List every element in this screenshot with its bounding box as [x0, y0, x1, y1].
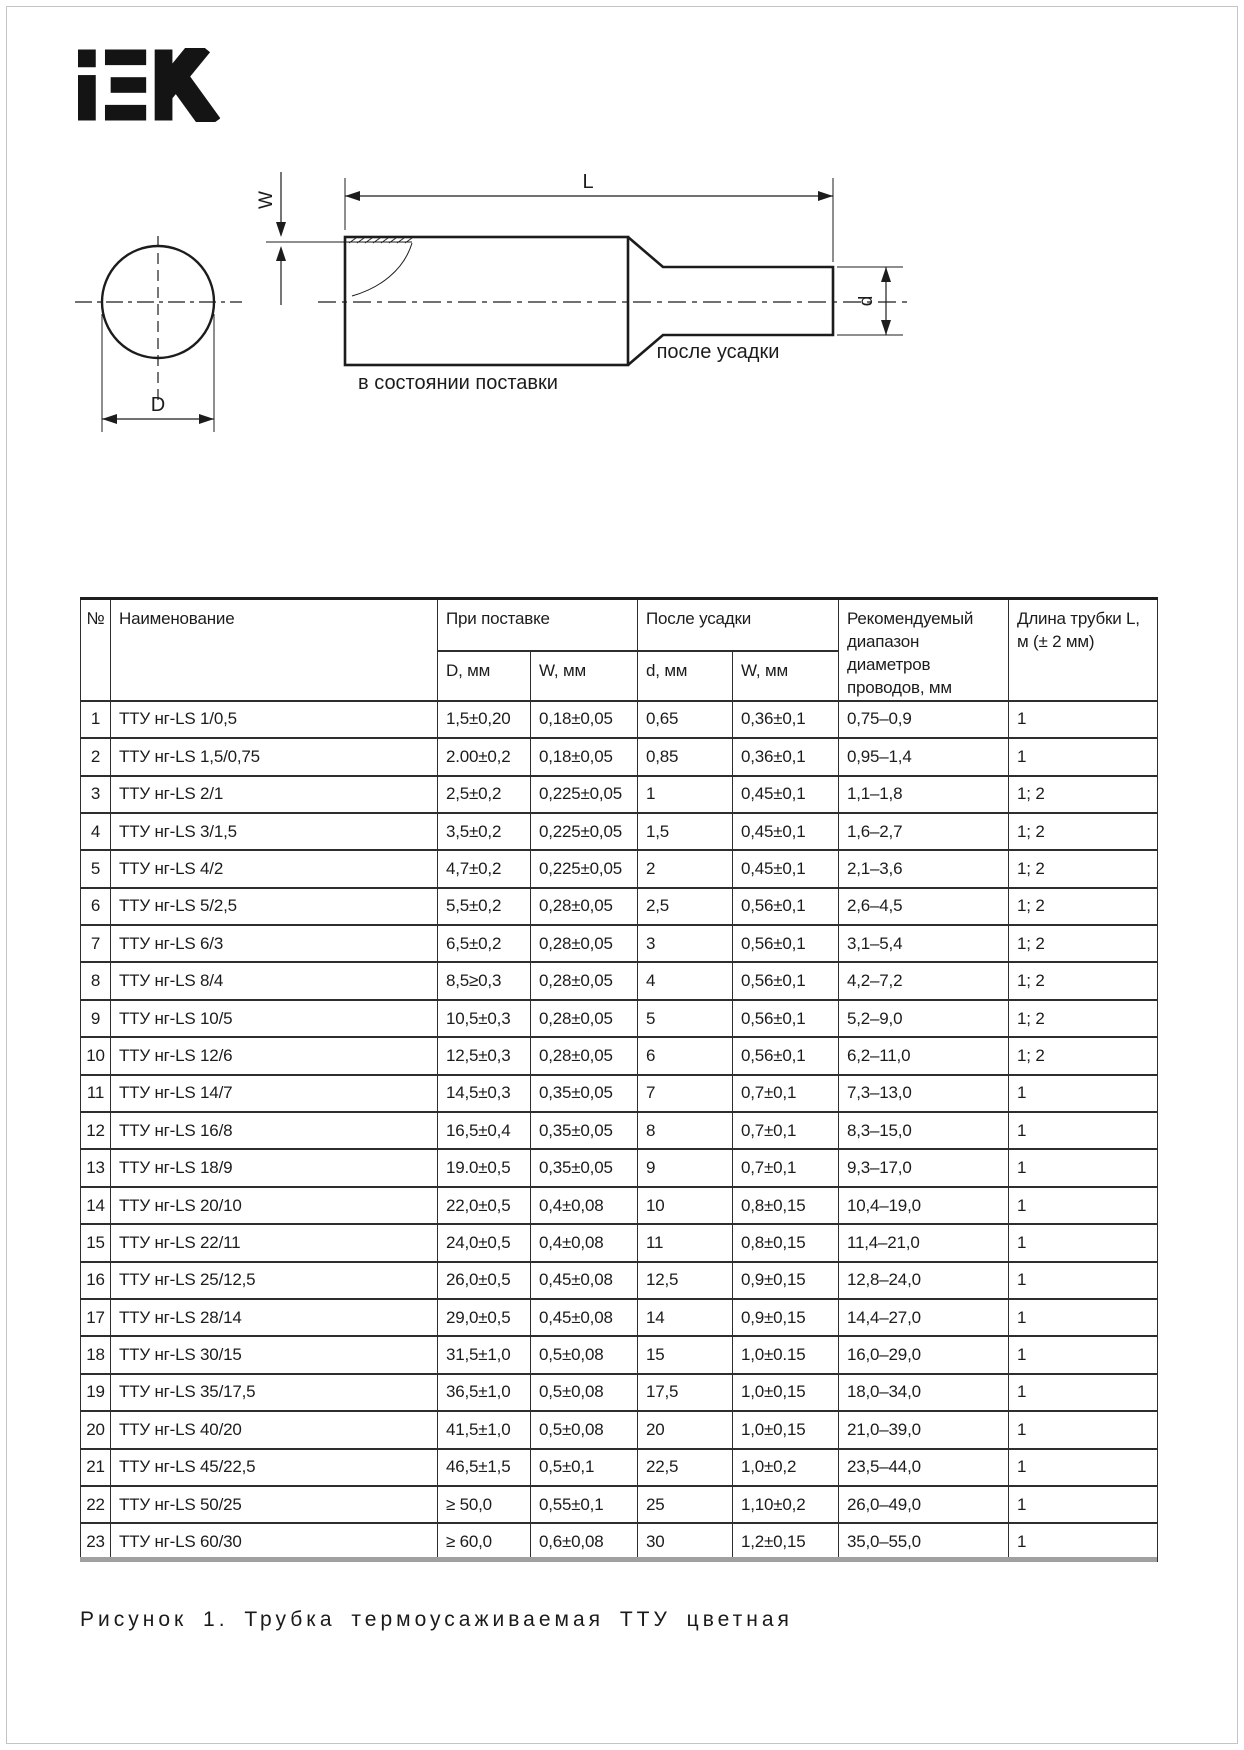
cell-D: 36,5±1,0 [438, 1374, 531, 1411]
cell-W2: 0,45±0,1 [733, 776, 839, 813]
cell-name: ТТУ нг-LS 1/0,5 [111, 701, 438, 738]
cell-d: 1 [638, 776, 733, 813]
cell-W1: 0,225±0,05 [531, 813, 638, 850]
cell-d: 9 [638, 1149, 733, 1186]
cell-num: 10 [81, 1037, 111, 1074]
cell-name: ТТУ нг-LS 20/10 [111, 1187, 438, 1224]
cell-d: 6 [638, 1037, 733, 1074]
cell-num: 11 [81, 1075, 111, 1112]
col-header-delivery: При поставке [438, 599, 638, 651]
cell-num: 17 [81, 1299, 111, 1336]
cell-num: 22 [81, 1486, 111, 1523]
cell-num: 4 [81, 813, 111, 850]
cell-range: 12,8–24,0 [839, 1262, 1009, 1299]
table-row [81, 1262, 1158, 1299]
cell-len: 1 [1009, 1112, 1158, 1149]
cell-W1: 0,4±0,08 [531, 1224, 638, 1261]
cell-range: 21,0–39,0 [839, 1411, 1009, 1448]
cell-D: ≥ 50,0 [438, 1486, 531, 1523]
cell-name: ТТУ нг-LS 28/14 [111, 1299, 438, 1336]
cell-len: 1; 2 [1009, 850, 1158, 887]
cell-range: 14,4–27,0 [839, 1299, 1009, 1336]
cell-D: 10,5±0,3 [438, 1000, 531, 1037]
spec-table [80, 597, 1158, 1562]
cell-d: 5 [638, 1000, 733, 1037]
cell-d: 22,5 [638, 1449, 733, 1486]
cell-range: 0,95–1,4 [839, 738, 1009, 775]
table-row [81, 701, 1158, 738]
cell-len: 1 [1009, 738, 1158, 775]
cell-len: 1 [1009, 1224, 1158, 1261]
cell-len: 1; 2 [1009, 1000, 1158, 1037]
col-header-wire-range: Рекомендуемый диапазон диаметров проводов, мм [839, 599, 1009, 701]
cell-name: ТТУ нг-LS 16/8 [111, 1112, 438, 1149]
cell-D: ≥ 60,0 [438, 1523, 531, 1560]
col-header-length: Длина трубки L, м (± 2 мм) [1009, 599, 1158, 701]
cell-W1: 0,28±0,05 [531, 1000, 638, 1037]
cell-name: ТТУ нг-LS 35/17,5 [111, 1374, 438, 1411]
cell-name: ТТУ нг-LS 50/25 [111, 1486, 438, 1523]
cell-num: 8 [81, 962, 111, 999]
cell-num: 7 [81, 925, 111, 962]
cell-D: 31,5±1,0 [438, 1336, 531, 1373]
cell-num: 5 [81, 850, 111, 887]
cell-D: 5,5±0,2 [438, 888, 531, 925]
cell-W1: 0,225±0,05 [531, 776, 638, 813]
cell-W2: 0,56±0,1 [733, 1000, 839, 1037]
cell-D: 2,5±0,2 [438, 776, 531, 813]
table-row [81, 776, 1158, 813]
cell-W2: 1,0±0,15 [733, 1374, 839, 1411]
cell-name: ТТУ нг-LS 1,5/0,75 [111, 738, 438, 775]
cell-D: 6,5±0,2 [438, 925, 531, 962]
cell-len: 1 [1009, 1187, 1158, 1224]
cell-len: 1 [1009, 701, 1158, 738]
cell-W2: 1,0±0,15 [733, 1411, 839, 1448]
cell-W2: 0,8±0,15 [733, 1224, 839, 1261]
cell-num: 13 [81, 1149, 111, 1186]
cell-len: 1 [1009, 1486, 1158, 1523]
cell-len: 1 [1009, 1449, 1158, 1486]
tube-diagram [60, 150, 930, 460]
cell-num: 12 [81, 1112, 111, 1149]
cell-d: 4 [638, 962, 733, 999]
col-header-D: D, мм [438, 651, 531, 701]
table-row [81, 1149, 1158, 1186]
cell-W1: 0,28±0,05 [531, 925, 638, 962]
cell-D: 4,7±0,2 [438, 850, 531, 887]
cell-d: 17,5 [638, 1374, 733, 1411]
cell-W1: 0,18±0,05 [531, 701, 638, 738]
cell-W1: 0,4±0,08 [531, 1187, 638, 1224]
cell-W1: 0,5±0,08 [531, 1336, 638, 1373]
cell-name: ТТУ нг-LS 2/1 [111, 776, 438, 813]
cell-D: 41,5±1,0 [438, 1411, 531, 1448]
cell-W1: 0,5±0,08 [531, 1374, 638, 1411]
cell-num: 3 [81, 776, 111, 813]
cell-W2: 0,36±0,1 [733, 701, 839, 738]
cell-W1: 0,5±0,08 [531, 1411, 638, 1448]
cell-num: 14 [81, 1187, 111, 1224]
cell-len: 1 [1009, 1374, 1158, 1411]
cell-W1: 0,28±0,05 [531, 1037, 638, 1074]
cell-d: 20 [638, 1411, 733, 1448]
cell-W2: 0,8±0,15 [733, 1187, 839, 1224]
table-row [81, 1374, 1158, 1411]
cell-name: ТТУ нг-LS 8/4 [111, 962, 438, 999]
cell-W1: 0,55±0,1 [531, 1486, 638, 1523]
cell-num: 1 [81, 701, 111, 738]
cell-d: 1,5 [638, 813, 733, 850]
cell-range: 16,0–29,0 [839, 1336, 1009, 1373]
dim-label-L: L [582, 171, 594, 193]
col-header-W-delivery: W, мм [531, 651, 638, 701]
cell-range: 4,2–7,2 [839, 962, 1009, 999]
table-row [81, 1187, 1158, 1224]
cell-num: 23 [81, 1523, 111, 1560]
dim-label-D: D [150, 394, 166, 416]
cell-D: 22,0±0,5 [438, 1187, 531, 1224]
table-row [81, 1000, 1158, 1037]
cell-range: 0,75–0,9 [839, 701, 1009, 738]
cell-num: 16 [81, 1262, 111, 1299]
cell-W2: 0,56±0,1 [733, 1037, 839, 1074]
table-row [81, 1523, 1158, 1560]
cell-d: 2 [638, 850, 733, 887]
cell-W2: 1,2±0,15 [733, 1523, 839, 1560]
col-header-d: d, мм [638, 651, 733, 701]
cell-range: 2,6–4,5 [839, 888, 1009, 925]
cell-num: 18 [81, 1336, 111, 1373]
cell-D: 24,0±0,5 [438, 1224, 531, 1261]
cell-len: 1; 2 [1009, 888, 1158, 925]
cell-d: 2,5 [638, 888, 733, 925]
cell-d: 15 [638, 1336, 733, 1373]
cell-W1: 0,45±0,08 [531, 1299, 638, 1336]
table-row [81, 888, 1158, 925]
cell-W2: 0,45±0,1 [733, 813, 839, 850]
after-shrink-label: после усадки [656, 341, 780, 363]
table-row [81, 1486, 1158, 1523]
cell-len: 1 [1009, 1336, 1158, 1373]
delivery-state-label: в состоянии поставки [358, 372, 558, 394]
cell-range: 3,1–5,4 [839, 925, 1009, 962]
cell-len: 1; 2 [1009, 776, 1158, 813]
cell-len: 1 [1009, 1411, 1158, 1448]
cell-D: 46,5±1,5 [438, 1449, 531, 1486]
cell-W1: 0,45±0,08 [531, 1262, 638, 1299]
cell-d: 0,85 [638, 738, 733, 775]
figure-caption: Рисунок 1. Трубка термоусаживаемая ТТУ цветная [80, 1608, 793, 1631]
dim-label-W: W [256, 191, 277, 209]
cell-W1: 0,5±0,1 [531, 1449, 638, 1486]
cell-name: ТТУ нг-LS 45/22,5 [111, 1449, 438, 1486]
cell-name: ТТУ нг-LS 25/12,5 [111, 1262, 438, 1299]
table-row [81, 1224, 1158, 1261]
cell-D: 29,0±0,5 [438, 1299, 531, 1336]
cell-d: 30 [638, 1523, 733, 1560]
cell-num: 6 [81, 888, 111, 925]
cell-len: 1; 2 [1009, 1037, 1158, 1074]
cell-name: ТТУ нг-LS 5/2,5 [111, 888, 438, 925]
cell-W2: 1,0±0,2 [733, 1449, 839, 1486]
cell-range: 5,2–9,0 [839, 1000, 1009, 1037]
cell-len: 1 [1009, 1523, 1158, 1560]
cell-len: 1; 2 [1009, 813, 1158, 850]
cell-W2: 1,10±0,2 [733, 1486, 839, 1523]
col-header-num: № [81, 599, 111, 701]
cell-W2: 0,45±0,1 [733, 850, 839, 887]
table-row [81, 925, 1158, 962]
cell-D: 8,5≥0,3 [438, 962, 531, 999]
cell-name: ТТУ нг-LS 3/1,5 [111, 813, 438, 850]
cell-d: 11 [638, 1224, 733, 1261]
cell-len: 1 [1009, 1149, 1158, 1186]
cell-len: 1; 2 [1009, 925, 1158, 962]
cell-D: 19.0±0,5 [438, 1149, 531, 1186]
cell-range: 8,3–15,0 [839, 1112, 1009, 1149]
table-row [81, 1449, 1158, 1486]
cell-W2: 0,56±0,1 [733, 888, 839, 925]
cell-D: 12,5±0,3 [438, 1037, 531, 1074]
cell-range: 11,4–21,0 [839, 1224, 1009, 1261]
cell-name: ТТУ нг-LS 10/5 [111, 1000, 438, 1037]
iek-logo [78, 48, 220, 122]
table-row [81, 1112, 1158, 1149]
cell-name: ТТУ нг-LS 4/2 [111, 850, 438, 887]
cell-num: 19 [81, 1374, 111, 1411]
cell-name: ТТУ нг-LS 40/20 [111, 1411, 438, 1448]
cell-range: 10,4–19,0 [839, 1187, 1009, 1224]
cell-W2: 0,7±0,1 [733, 1112, 839, 1149]
cell-D: 26,0±0,5 [438, 1262, 531, 1299]
cell-W2: 0,36±0,1 [733, 738, 839, 775]
cell-num: 21 [81, 1449, 111, 1486]
table-row [81, 1075, 1158, 1112]
cell-d: 12,5 [638, 1262, 733, 1299]
cell-W1: 0,28±0,05 [531, 888, 638, 925]
cell-range: 35,0–55,0 [839, 1523, 1009, 1560]
cell-name: ТТУ нг-LS 60/30 [111, 1523, 438, 1560]
cell-W1: 0,28±0,05 [531, 962, 638, 999]
table-row [81, 1037, 1158, 1074]
col-header-W-after: W, мм [733, 651, 839, 701]
table-bottom-rule [80, 1557, 1157, 1562]
cell-range: 18,0–34,0 [839, 1374, 1009, 1411]
cell-range: 6,2–11,0 [839, 1037, 1009, 1074]
cell-range: 2,1–3,6 [839, 850, 1009, 887]
cell-D: 2.00±0,2 [438, 738, 531, 775]
cell-num: 15 [81, 1224, 111, 1261]
cell-W2: 1,0±0.15 [733, 1336, 839, 1373]
cell-W1: 0,225±0,05 [531, 850, 638, 887]
cell-name: ТТУ нг-LS 30/15 [111, 1336, 438, 1373]
cell-W2: 0,56±0,1 [733, 962, 839, 999]
table-row [81, 738, 1158, 775]
cell-D: 3,5±0,2 [438, 813, 531, 850]
cell-D: 14,5±0,3 [438, 1075, 531, 1112]
cell-d: 0,65 [638, 701, 733, 738]
cell-W2: 0,9±0,15 [733, 1262, 839, 1299]
cell-W1: 0,18±0,05 [531, 738, 638, 775]
cell-len: 1 [1009, 1075, 1158, 1112]
cell-name: ТТУ нг-LS 14/7 [111, 1075, 438, 1112]
cell-name: ТТУ нг-LS 12/6 [111, 1037, 438, 1074]
table-row [81, 962, 1158, 999]
cell-W2: 0,9±0,15 [733, 1299, 839, 1336]
table-row [81, 850, 1158, 887]
cell-len: 1 [1009, 1299, 1158, 1336]
cell-range: 1,6–2,7 [839, 813, 1009, 850]
table-row [81, 1299, 1158, 1336]
cell-name: ТТУ нг-LS 6/3 [111, 925, 438, 962]
cell-d: 10 [638, 1187, 733, 1224]
cell-range: 9,3–17,0 [839, 1149, 1009, 1186]
cell-range: 26,0–49,0 [839, 1486, 1009, 1523]
spec-table-header [81, 599, 1158, 701]
cell-name: ТТУ нг-LS 22/11 [111, 1224, 438, 1261]
cell-d: 8 [638, 1112, 733, 1149]
col-header-name: Наименование [111, 599, 438, 701]
cell-num: 2 [81, 738, 111, 775]
cell-D: 16,5±0,4 [438, 1112, 531, 1149]
cell-d: 7 [638, 1075, 733, 1112]
dim-label-d: d [856, 295, 877, 307]
cell-W1: 0,35±0,05 [531, 1112, 638, 1149]
cell-W1: 0,35±0,05 [531, 1075, 638, 1112]
col-header-after-shrink: После усадки [638, 599, 839, 651]
cell-d: 14 [638, 1299, 733, 1336]
cell-W2: 0,7±0,1 [733, 1075, 839, 1112]
cell-D: 1,5±0,20 [438, 701, 531, 738]
cell-W2: 0,56±0,1 [733, 925, 839, 962]
table-body [81, 701, 1158, 1561]
cell-d: 3 [638, 925, 733, 962]
cell-range: 23,5–44,0 [839, 1449, 1009, 1486]
cell-name: ТТУ нг-LS 18/9 [111, 1149, 438, 1186]
cell-range: 1,1–1,8 [839, 776, 1009, 813]
cell-num: 20 [81, 1411, 111, 1448]
table-row [81, 813, 1158, 850]
cell-len: 1 [1009, 1262, 1158, 1299]
cell-W1: 0,6±0,08 [531, 1523, 638, 1560]
cell-range: 7,3–13,0 [839, 1075, 1009, 1112]
cell-d: 25 [638, 1486, 733, 1523]
table-row [81, 1411, 1158, 1448]
table-row [81, 1336, 1158, 1373]
cell-num: 9 [81, 1000, 111, 1037]
cell-W1: 0,35±0,05 [531, 1149, 638, 1186]
cell-W2: 0,7±0,1 [733, 1149, 839, 1186]
cell-len: 1; 2 [1009, 962, 1158, 999]
